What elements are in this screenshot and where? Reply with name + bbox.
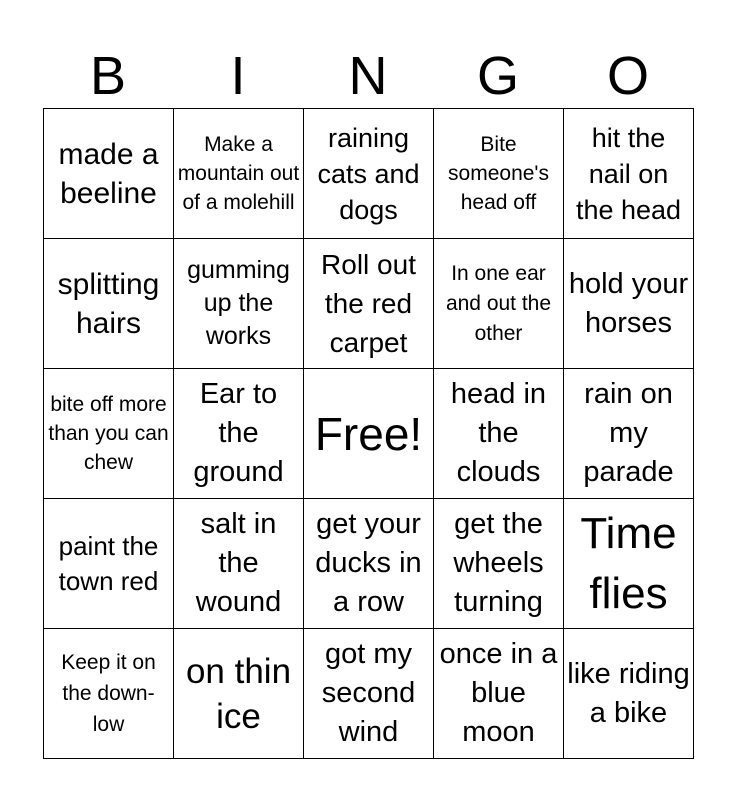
bingo-header bbox=[43, 44, 693, 108]
bingo-cell[interactable] bbox=[304, 499, 434, 629]
cell-text: In one ear and out the other bbox=[445, 261, 552, 345]
bingo-cell[interactable] bbox=[174, 109, 304, 239]
cell-text: Bite someone's head off bbox=[448, 133, 549, 214]
cell-text: Keep it on the down-low bbox=[61, 651, 156, 736]
bingo-cell[interactable] bbox=[174, 369, 304, 499]
bingo-cell[interactable] bbox=[304, 239, 434, 369]
cell-text: Time flies bbox=[580, 508, 677, 618]
bingo-board bbox=[43, 108, 694, 759]
free-space-cell[interactable] bbox=[304, 369, 434, 499]
cell-text: head in the clouds bbox=[450, 378, 547, 488]
cell-text: made a beeline bbox=[58, 137, 159, 210]
cell-text: raining cats and dogs bbox=[317, 122, 420, 225]
cell-text: on thin ice bbox=[185, 651, 292, 736]
cell-text: Ear to the ground bbox=[193, 378, 284, 488]
bingo-cell[interactable] bbox=[434, 369, 564, 499]
cell-text: get the wheels turning bbox=[453, 508, 544, 618]
bingo-cell[interactable] bbox=[174, 629, 304, 759]
bingo-cell[interactable] bbox=[174, 239, 304, 369]
bingo-cell[interactable] bbox=[564, 369, 694, 499]
bingo-cell[interactable] bbox=[44, 629, 174, 759]
bingo-cell[interactable] bbox=[434, 109, 564, 239]
cell-text: splitting hairs bbox=[57, 267, 160, 340]
cell-text: once in a blue moon bbox=[439, 638, 558, 748]
cell-text: bite off more than you can chew bbox=[48, 393, 169, 474]
cell-text: Make a mountain out of a molehill bbox=[177, 133, 300, 214]
header-letter-g: G bbox=[476, 46, 519, 106]
bingo-cell[interactable] bbox=[564, 109, 694, 239]
cell-text: paint the town red bbox=[58, 530, 159, 596]
bingo-cell[interactable] bbox=[434, 499, 564, 629]
cell-text: salt in the wound bbox=[195, 508, 282, 618]
bingo-cell[interactable] bbox=[44, 369, 174, 499]
bingo-cell[interactable] bbox=[304, 109, 434, 239]
bingo-cell[interactable] bbox=[434, 629, 564, 759]
cell-text: rain on my parade bbox=[583, 378, 674, 488]
bingo-cell[interactable] bbox=[564, 499, 694, 629]
header-letter-i: I bbox=[230, 46, 246, 106]
bingo-cell[interactable] bbox=[44, 499, 174, 629]
cell-text: Roll out the red carpet bbox=[321, 249, 416, 358]
cell-text: got my second wind bbox=[321, 638, 416, 748]
bingo-cell[interactable] bbox=[44, 109, 174, 239]
header-letter-o: O bbox=[606, 46, 649, 106]
bingo-cell[interactable] bbox=[564, 239, 694, 369]
cell-text: like riding a bike bbox=[567, 657, 690, 729]
bingo-cell[interactable] bbox=[304, 629, 434, 759]
header-letter-b: B bbox=[89, 46, 127, 106]
bingo-cell[interactable] bbox=[174, 499, 304, 629]
cell-text: hit the nail on the head bbox=[575, 122, 682, 225]
free-space-text: Free! bbox=[314, 407, 423, 460]
header-letter-n: N bbox=[348, 46, 388, 106]
cell-text: gumming up the works bbox=[187, 256, 290, 350]
cell-text: get your ducks in a row bbox=[315, 508, 422, 618]
cell-text: hold your horses bbox=[568, 267, 689, 339]
bingo-cell[interactable] bbox=[434, 239, 564, 369]
bingo-cell[interactable] bbox=[44, 239, 174, 369]
bingo-cell[interactable] bbox=[564, 629, 694, 759]
